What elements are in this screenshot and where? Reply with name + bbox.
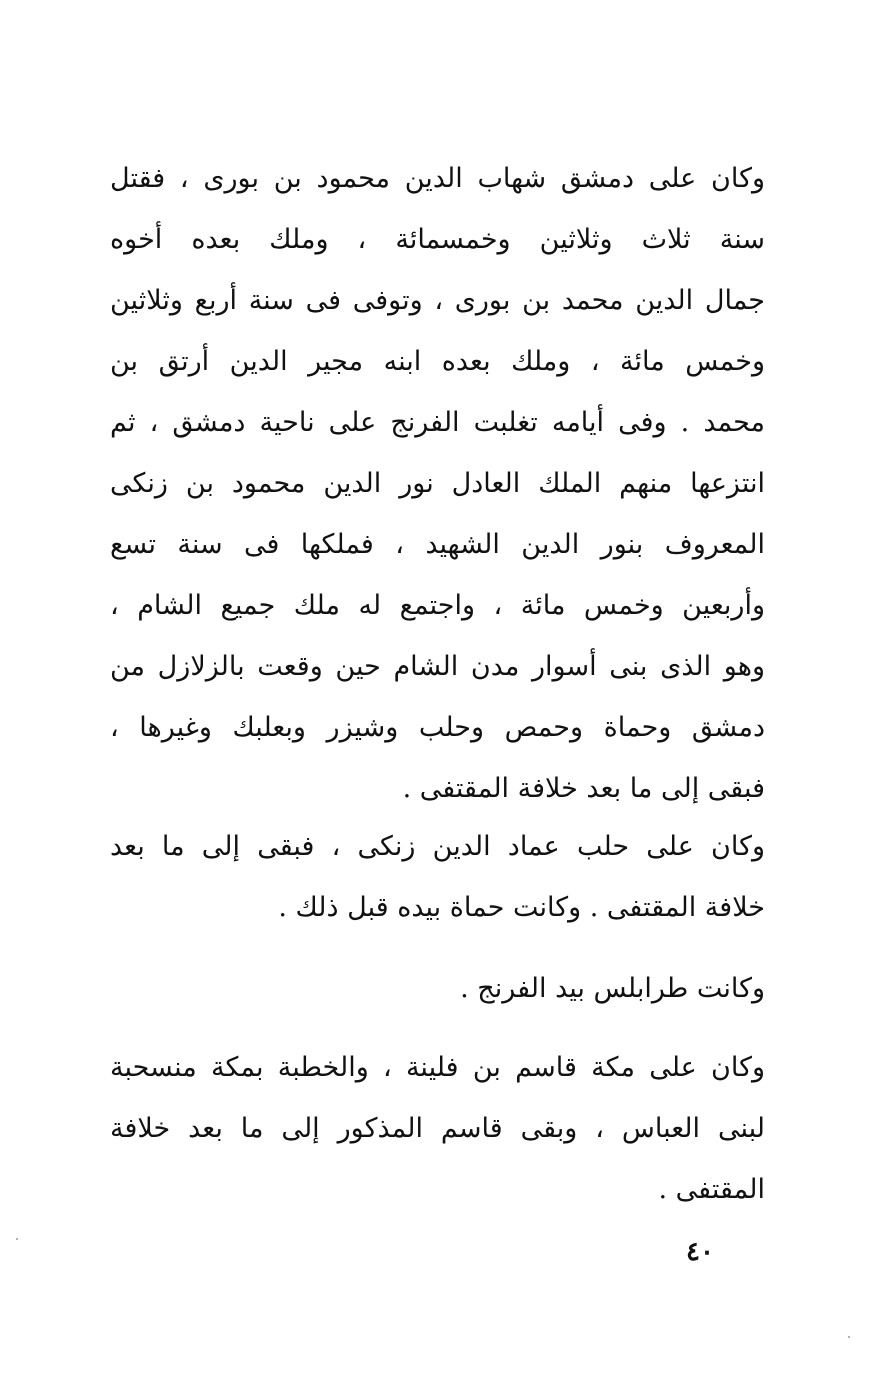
text-line: جمال الدين محمد بن بورى ، وتوفى فى سنة أربع وثلاثين [110, 285, 765, 316]
scan-speck [16, 1238, 18, 1240]
paragraph-aleppo [110, 816, 765, 938]
text-line: وكان على حلب عماد الدين زنكى ، فبقى إلى ما بعد [110, 831, 765, 862]
text-line: وكانت طرابلس بيد الفرنج . [460, 973, 765, 1004]
text-line: سنة ثلاث وثلاثين وخمسمائة ، وملك بعده أخوه [110, 224, 765, 255]
text-line: المعروف بنور الدين الشهيد ، فملكها فى سنة تسع [110, 529, 765, 560]
text-line: وكان على مكة قاسم بن فلينة ، والخطبة بمكة منسحبة [110, 1052, 765, 1083]
scan-speck [848, 1336, 850, 1338]
text-line: فبقى إلى ما بعد خلافة المقتفى . [402, 773, 765, 804]
paragraph-damascus [110, 148, 765, 819]
text-line: وأربعين وخمس مائة ، واجتمع له ملك جميع الشام ، [110, 590, 765, 621]
paragraph-tripoli [110, 958, 765, 1019]
text-line: خلافة المقتفى . وكانت حماة بيده قبل ذلك . [278, 892, 765, 923]
page-number: ٤٠ [686, 1237, 714, 1267]
text-line: وهو الذى بنى أسوار مدن الشام حين وقعت بالزلازل من [110, 651, 765, 682]
paragraph-mecca [110, 1037, 765, 1220]
text-line: المقتفى . [658, 1174, 765, 1205]
text-line: وخمس مائة ، وملك بعده ابنه مجير الدين أرتق بن [110, 346, 765, 377]
text-line: وكان على دمشق شهاب الدين محمود بن بورى ، فقتل [110, 163, 765, 194]
text-line: لبنى العباس ، وبقى قاسم المذكور إلى ما بعد خلافة [110, 1113, 765, 1144]
text-line: محمد . وفى أيامه تغلبت الفرنج على ناحية دمشق ، ثم [110, 407, 765, 438]
text-line: انتزعها منهم الملك العادل نور الدين محمود بن زنكى [110, 468, 765, 499]
text-line: دمشق وحماة وحمص وحلب وشيزر وبعلبك وغيرها ، [110, 712, 765, 743]
